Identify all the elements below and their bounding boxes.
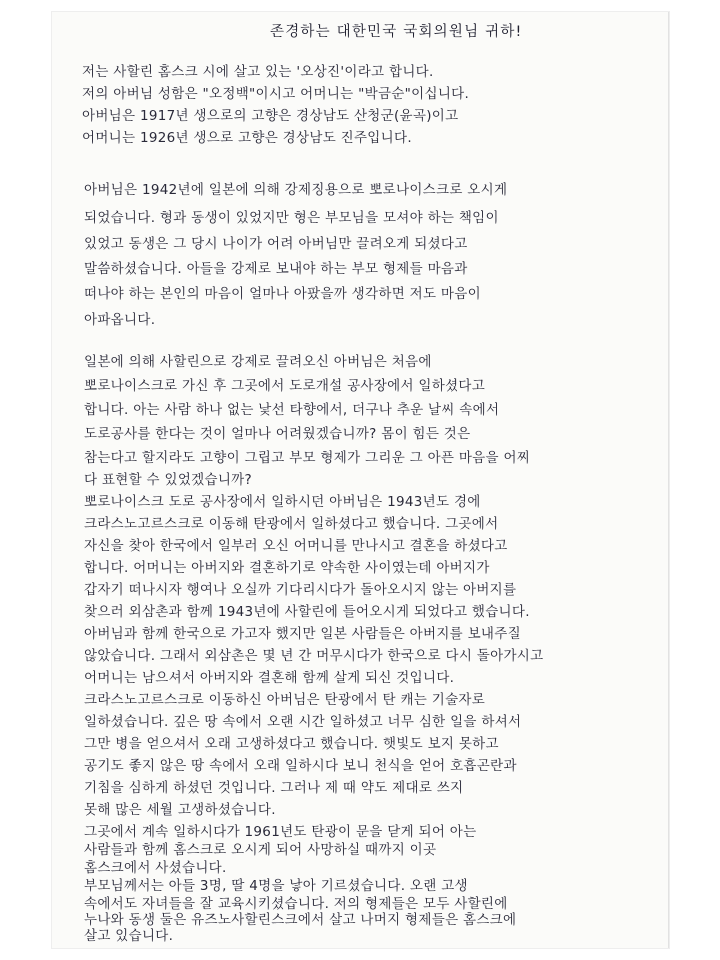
letter-line: 뽀로나이스크 도로 공사장에서 일하시던 아버님은 1943년도 경에 [84,494,481,510]
letter-line: 누나와 동생 둘은 유즈노사할린스크에서 살고 나머지 형제들은 홈스크에 [84,912,517,928]
letter-line: 찾으러 외삼촌과 함께 1943년에 사할린에 들어오시게 되었다고 했습니다. [84,604,530,620]
letter-line: 있었고 동생은 그 당시 나이가 어려 아버님만 끌려오게 되셨다고 [84,236,468,252]
letter-line: 합니다. 어머니는 아버지와 결혼하기로 약속한 사이였는데 아버지가 [84,560,490,576]
letter-line: 저의 아버님 성함은 "오정백"이시고 어머니는 "박금순"이십니다. [82,86,470,102]
letter-line: 크라스노고르스크로 이동해 탄광에서 일하셨다고 했습니다. 그곳에서 [84,516,499,532]
letter-line: 되었습니다. 형과 동생이 있었지만 형은 부모님을 모셔야 하는 책임이 [84,210,499,226]
letter-line: 아버님은 1917년 생으로의 고향은 경상남도 산청군(윤곡)이고 [82,108,459,124]
letter-line: 살고 있습니다. [84,928,174,944]
letter-line: 속에서도 자녀들을 잘 교육시키셨습니다. 저의 형제들은 모두 사할린에 [84,896,508,912]
letter-line: 공기도 좋지 않은 땅 속에서 오래 일하시다 보니 천식을 얻어 호흡곤란과 [84,758,517,774]
letter-line: 기침을 심하게 하셨던 것입니다. 그러나 제 때 약도 제대로 쓰지 [84,780,464,796]
letter-line: 홈스크에서 사셨습니다. [84,860,227,876]
letter-line: 어머니는 남으셔서 아버지와 결혼해 함께 살게 되신 것입니다. [84,670,455,686]
letter-line: 못해 많은 세월 고생하셨습니다. [84,802,276,818]
letter-line: 도로공사를 한다는 것이 얼마나 어려웠겠습니까? 몸이 힘든 것은 [84,426,471,442]
letter-line: 참는다고 할지라도 고향이 그립고 부모 형제가 그리운 그 아픈 마음을 어찌 [84,450,531,466]
letter-line: 부모님께서는 아들 3명, 딸 4명을 낳아 기르셨습니다. 오랜 고생 [84,878,468,894]
letter-line: 다 표현할 수 있었겠습니까? [84,472,252,488]
letter-line: 일본에 의해 사할린으로 강제로 끌려오신 아버님은 처음에 [84,354,432,370]
letter-line: 자신을 찾아 한국에서 일부러 오신 어머니를 만나시고 결혼을 하셨다고 [84,538,508,554]
letter-line: 아파옵니다. [84,312,156,328]
letter-line: 일하셨습니다. 깊은 땅 속에서 오랜 시간 일하셨고 너무 심한 일을 하셔서 [84,714,522,730]
letter-line: 아버님과 함께 한국으로 가고자 했지만 일본 사람들은 아버지를 보내주질 [84,626,521,642]
letter-line: 합니다. 아는 사람 하나 없는 낯선 타향에서, 더구나 추운 날씨 속에서 [84,402,500,418]
letter-title: 존경하는 대한민국 국회의원님 귀하! [270,24,523,40]
letter-line: 않았습니다. 그래서 외삼촌은 몇 년 간 머무시다가 한국으로 다시 돌아가시고 [84,648,544,664]
letter-line: 갑자기 떠나시자 행여나 오실까 기다리시다가 돌아오시지 않는 아버지를 [84,582,517,598]
letter-line: 그곳에서 계속 일하시다가 1961년도 탄광이 문을 닫게 되어 아는 [84,824,477,840]
letter-line: 크라스노고르스크로 이동하신 아버님은 탄광에서 탄 캐는 기술자로 [84,692,486,708]
letter-line: 아버님은 1942년에 일본에 의해 강제징용으로 뽀로나이스크로 오시게 [84,182,508,198]
letter-line: 사람들과 함께 홈스크로 오시게 되어 사망하실 때까지 이곳 [84,842,437,858]
letter-line: 그만 병을 얻으셔서 오래 고생하셨다고 했습니다. 햇빛도 보지 못하고 [84,736,499,752]
letter-line: 떠나야 하는 본인의 마음이 얼마나 아팠을까 생각하면 저도 마음이 [84,286,481,302]
letter-line: 뽀로나이스크로 가신 후 그곳에서 도로개설 공사장에서 일하셨다고 [84,378,486,394]
letter-line: 어머니는 1926년 생으로 고향은 경상남도 진주입니다. [82,130,412,146]
letter-line: 말씀하셨습니다. 아들을 강제로 보내야 하는 부모 형제들 마음과 [84,261,468,277]
letter-line: 저는 사할린 홈스크 시에 살고 있는 '오상진'이라고 합니다. [82,64,434,80]
